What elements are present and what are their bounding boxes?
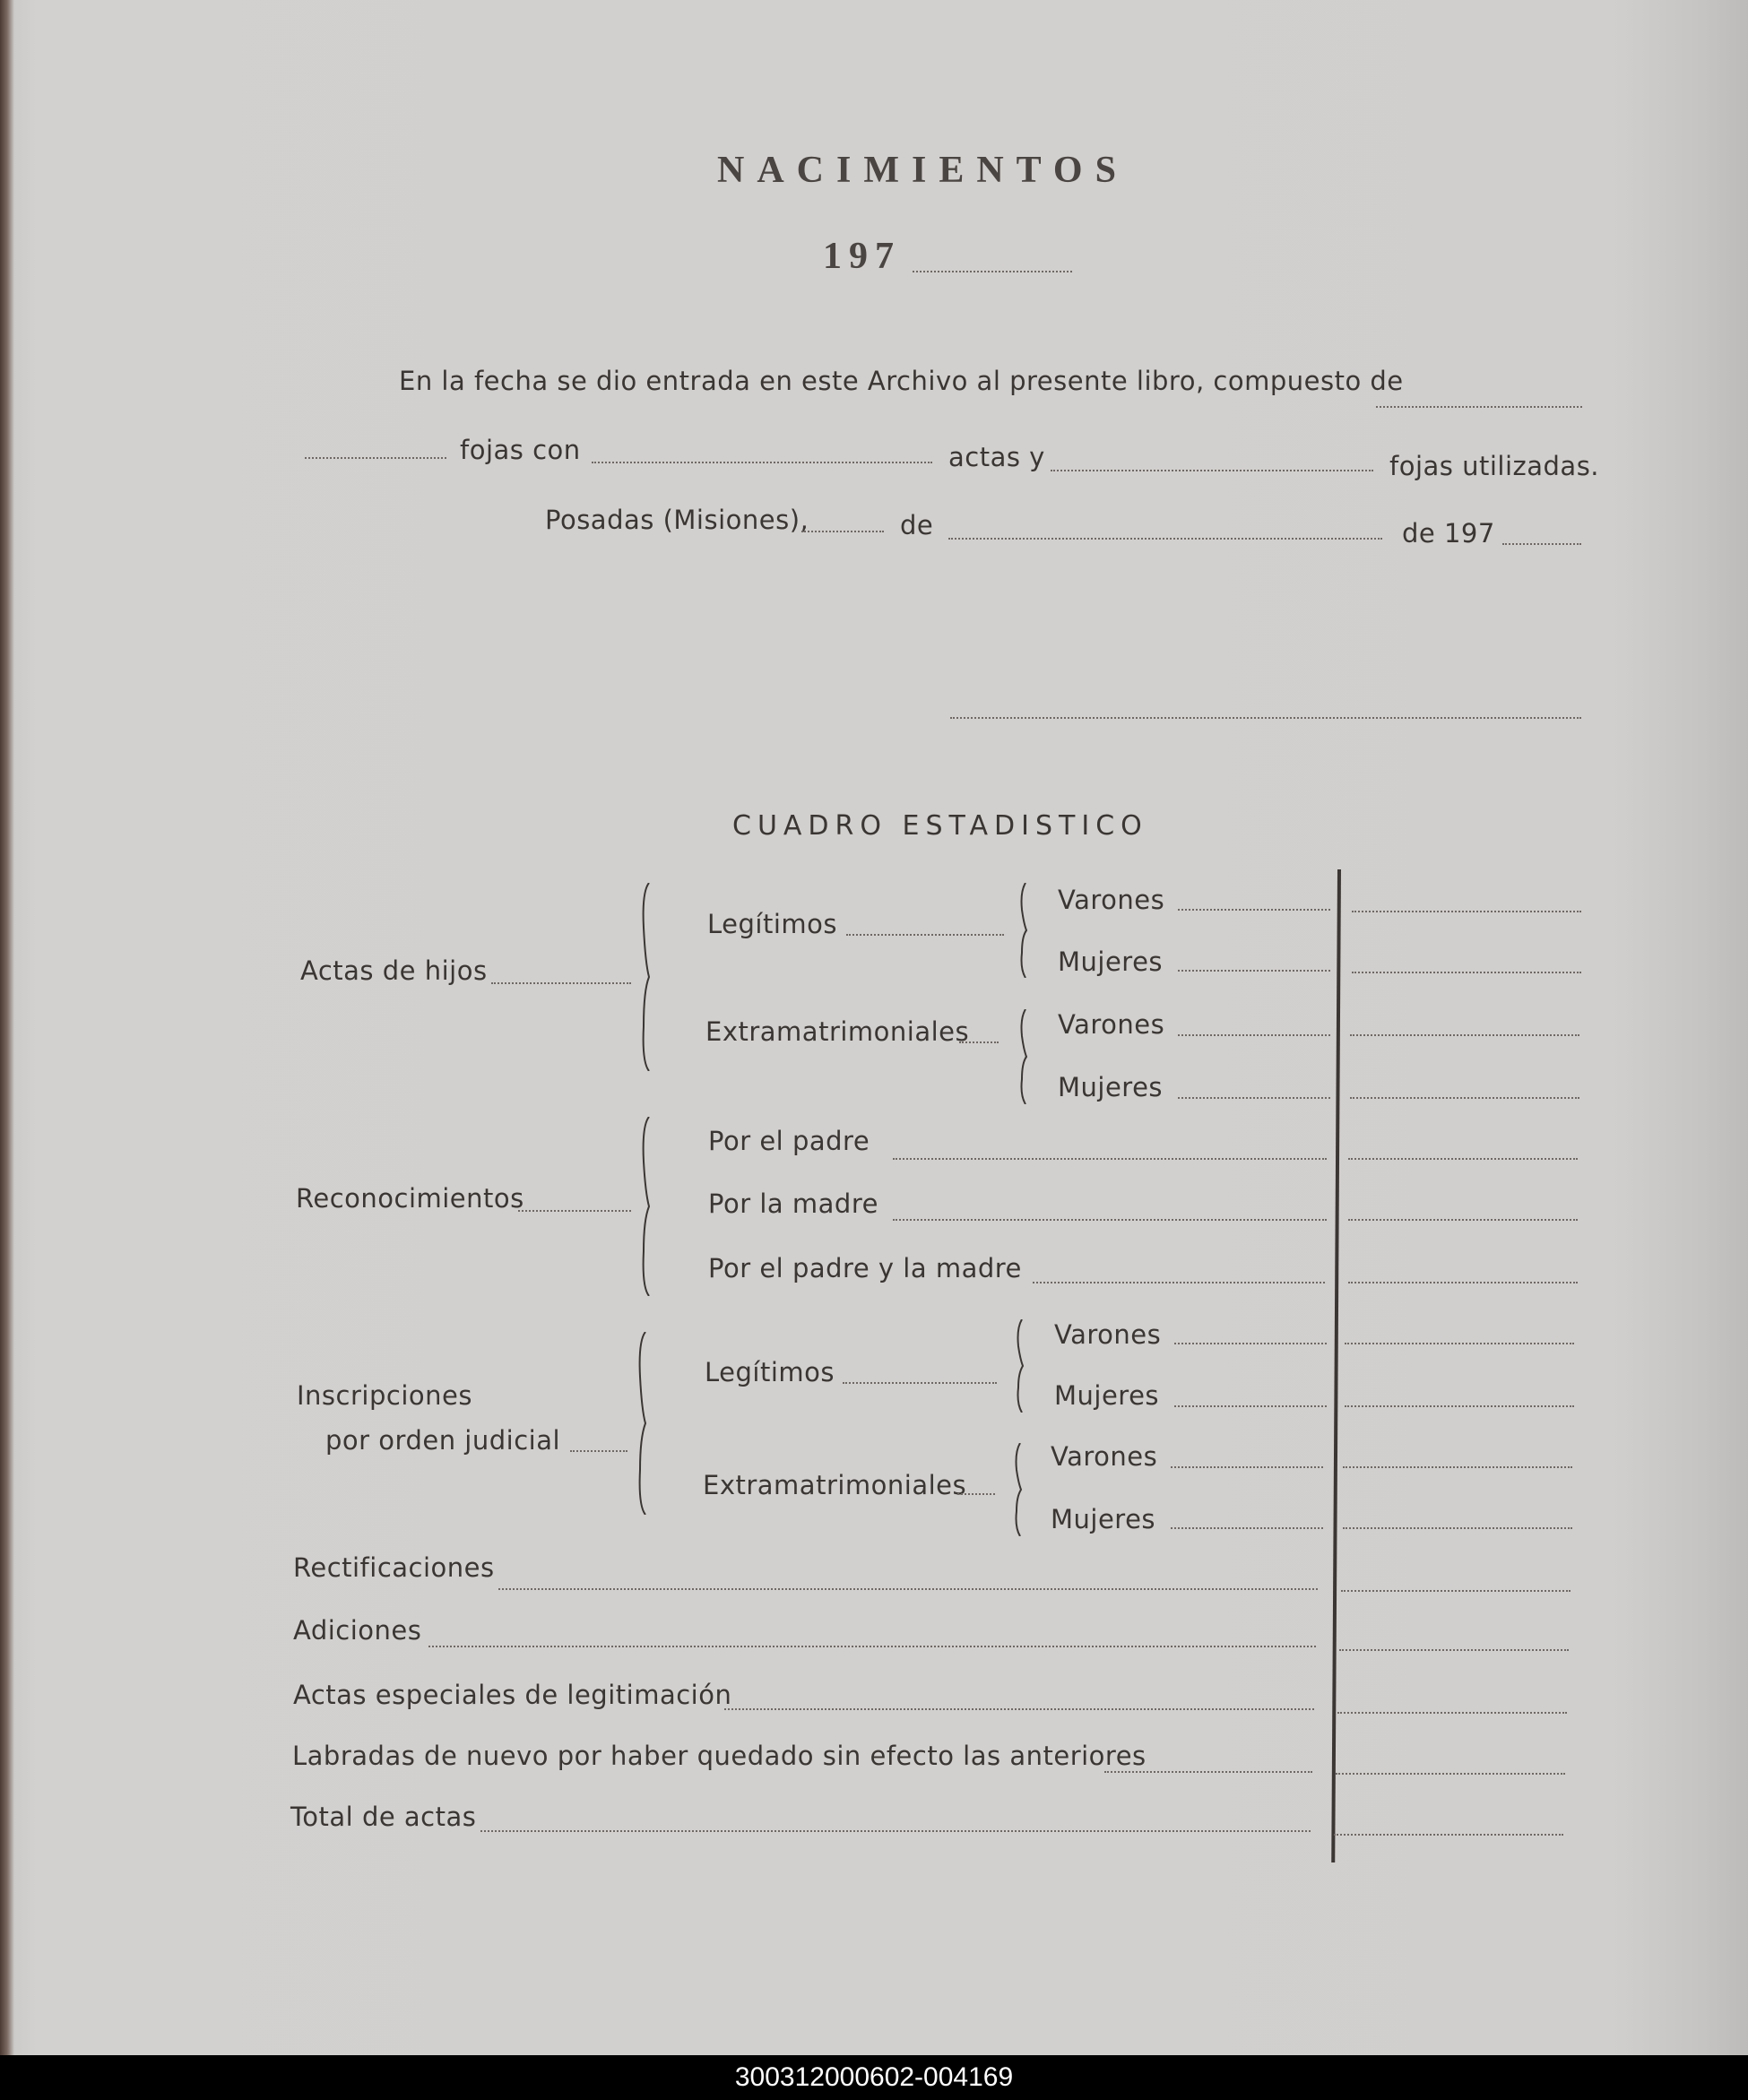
value-total — [1334, 1834, 1563, 1836]
mujeres-label-1: Mujeres — [1058, 946, 1164, 977]
blank-fojas-total — [1376, 406, 1582, 408]
dots-labradas — [1104, 1771, 1312, 1773]
brace-extra-2 — [1013, 1443, 1025, 1536]
value-adiciones — [1339, 1649, 1569, 1651]
value-por-ambos — [1348, 1282, 1578, 1283]
dots-actas-especiales — [724, 1708, 1314, 1710]
legitimos-label-2: Legítimos — [705, 1357, 835, 1387]
value-varones-4 — [1343, 1466, 1572, 1468]
value-actas-especiales — [1337, 1712, 1567, 1714]
dots-por-padre — [893, 1158, 1327, 1160]
inscripciones-label: Inscripciones — [297, 1380, 472, 1411]
page-title: NACIMIENTOS — [717, 150, 1129, 191]
por-madre-label: Por la madre — [708, 1188, 878, 1219]
por-ambos-label: Por el padre y la madre — [708, 1253, 1022, 1283]
dots-total — [480, 1830, 1311, 1832]
dots-por-ambos — [1033, 1282, 1325, 1283]
footer-id: 300312000602-004169 — [0, 2055, 1748, 2100]
year-blank — [913, 271, 1072, 272]
blank-year-end — [1502, 543, 1581, 545]
value-labradas — [1336, 1773, 1565, 1775]
brace-reconocimientos — [638, 1117, 656, 1296]
por-padre-label: Por el padre — [708, 1126, 870, 1156]
dots-legitimos-2 — [843, 1382, 997, 1384]
dots-inscripciones — [570, 1450, 627, 1452]
dots-legitimos-1 — [846, 934, 1004, 936]
dots-adiciones — [428, 1646, 1316, 1647]
mujeres-label-3: Mujeres — [1054, 1380, 1160, 1411]
brace-legitimos-2 — [1015, 1319, 1027, 1413]
varones-label-2: Varones — [1058, 1009, 1165, 1040]
value-mujeres-4 — [1343, 1527, 1572, 1529]
value-varones-1 — [1352, 911, 1581, 912]
blank-fojas-utilizadas — [1051, 470, 1373, 471]
mujeres-label-4: Mujeres — [1051, 1504, 1156, 1534]
reconocimientos-label: Reconocimientos — [296, 1183, 524, 1214]
value-varones-2 — [1350, 1034, 1579, 1036]
fojas-con-label: fojas con — [460, 435, 581, 465]
value-por-padre — [1348, 1158, 1578, 1160]
actas-y-label: actas y — [948, 442, 1045, 472]
year-label: 197 — [823, 236, 901, 277]
dots-extra-2 — [957, 1493, 995, 1495]
de-label: de — [900, 510, 934, 540]
signature-line — [950, 717, 1581, 719]
posadas-label: Posadas (Misiones), — [545, 505, 809, 535]
dots-extra-1 — [959, 1041, 999, 1043]
value-varones-3 — [1345, 1343, 1574, 1344]
dots-rectificaciones — [498, 1588, 1318, 1590]
dots-mujeres-1 — [1178, 970, 1330, 972]
value-rectificaciones — [1341, 1590, 1571, 1592]
actas-especiales-label: Actas especiales de legitimación — [293, 1680, 732, 1710]
dots-varones-1 — [1178, 909, 1330, 911]
adiciones-label: Adiciones — [293, 1615, 422, 1646]
dots-mujeres-2 — [1178, 1097, 1330, 1099]
varones-label-4: Varones — [1051, 1441, 1158, 1472]
value-por-madre — [1348, 1219, 1578, 1221]
rectificaciones-label: Rectificaciones — [293, 1552, 495, 1583]
orden-judicial-label: por orden judicial — [325, 1425, 561, 1456]
value-mujeres-2 — [1350, 1097, 1579, 1099]
dots-varones-2 — [1178, 1034, 1330, 1036]
dots-varones-4 — [1171, 1466, 1323, 1468]
intro-line1: En la fecha se dio entrada en este Archivo al presente libro, compuesto de — [399, 366, 1404, 396]
brace-inscripciones — [635, 1332, 653, 1515]
extramatrimoniales-label-1: Extramatrimoniales — [705, 1016, 970, 1047]
fojas-utilizadas-label: fojas utilizadas. — [1389, 451, 1600, 481]
value-mujeres-3 — [1345, 1405, 1574, 1407]
mujeres-label-2: Mujeres — [1058, 1072, 1164, 1102]
brace-legitimos-1 — [1018, 883, 1031, 978]
table-heading: CUADRO ESTADISTICO — [732, 810, 1148, 842]
brace-extra-1 — [1018, 1009, 1031, 1104]
value-mujeres-1 — [1352, 972, 1581, 973]
dots-actas-hijos — [491, 982, 631, 984]
legitimos-label-1: Legítimos — [707, 909, 837, 939]
dots-mujeres-4 — [1171, 1527, 1323, 1529]
labradas-label: Labradas de nuevo por haber quedado sin efecto las anteriores — [292, 1741, 1147, 1771]
varones-label-3: Varones — [1054, 1319, 1162, 1350]
dots-reconocimientos — [518, 1210, 631, 1212]
blank-actas — [592, 462, 932, 463]
total-actas-label: Total de actas — [290, 1802, 477, 1832]
blank-month — [948, 538, 1382, 540]
extramatrimoniales-label-2: Extramatrimoniales — [703, 1470, 967, 1500]
de-197-label: de 197 — [1402, 518, 1495, 549]
blank-day — [801, 531, 884, 532]
varones-label-1: Varones — [1058, 885, 1165, 915]
dots-mujeres-3 — [1174, 1405, 1327, 1407]
blank-fojas — [305, 457, 446, 459]
dots-varones-3 — [1174, 1343, 1327, 1344]
dots-por-madre — [893, 1219, 1327, 1221]
actas-hijos-label: Actas de hijos — [300, 955, 488, 986]
brace-actas-hijos — [638, 883, 656, 1071]
